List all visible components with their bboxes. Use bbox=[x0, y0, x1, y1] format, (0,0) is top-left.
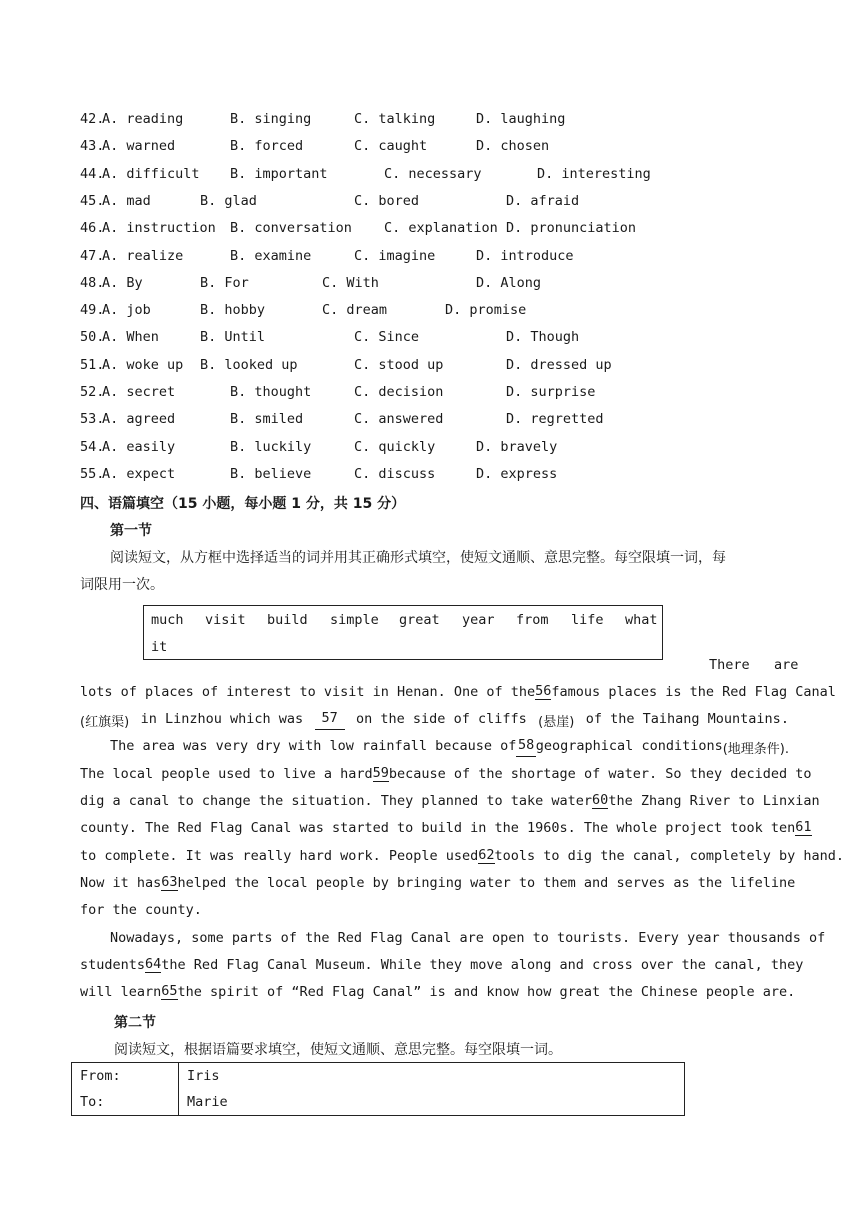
passage-line: dig a canal to change the situation. They planned to take water 60 the Zhang River to Linxian bbox=[80, 792, 820, 809]
option-d[interactable]: D. express bbox=[476, 465, 558, 482]
option-c[interactable]: C. caught bbox=[354, 138, 428, 155]
option-b[interactable]: B. luckily bbox=[230, 438, 312, 455]
option-a[interactable]: A. secret bbox=[102, 384, 176, 400]
option-b[interactable]: B. glad bbox=[200, 192, 257, 209]
option-b[interactable]: B. hobby bbox=[200, 302, 266, 319]
word-bank-item: build bbox=[267, 612, 308, 628]
option-a[interactable]: A. By bbox=[102, 274, 143, 291]
word-bank-item: much bbox=[151, 612, 184, 628]
option-b[interactable]: B. singing bbox=[230, 111, 312, 127]
option-c[interactable]: C. With bbox=[322, 274, 379, 291]
option-a[interactable]: A. job bbox=[102, 302, 151, 319]
word-bank-item: year bbox=[462, 612, 495, 628]
option-c[interactable]: C. talking bbox=[354, 111, 436, 127]
option-b[interactable]: B. For bbox=[200, 274, 249, 291]
passage-line: lots of places of interest to visit in Henan. One of the 56 famous places is the Red Flag Canal bbox=[80, 683, 836, 700]
option-c[interactable]: C. dream bbox=[322, 302, 388, 319]
to-label: To: bbox=[72, 1089, 179, 1116]
blank-62[interactable]: 62 bbox=[478, 847, 495, 863]
blank-61[interactable]: 61 bbox=[795, 819, 812, 835]
option-a[interactable]: A. reading bbox=[102, 111, 184, 127]
question-number: 48. bbox=[80, 274, 105, 291]
question-number: 51. bbox=[80, 356, 105, 373]
word-bank-item: great bbox=[399, 612, 440, 628]
from-value: Iris bbox=[179, 1063, 685, 1090]
option-d[interactable]: D. interesting bbox=[537, 165, 651, 182]
option-a[interactable]: A. woke up bbox=[102, 356, 184, 373]
word-bank-item: life bbox=[571, 612, 604, 628]
blank-59[interactable]: 59 bbox=[372, 765, 389, 781]
option-d[interactable]: D. afraid bbox=[506, 192, 580, 209]
option-c[interactable]: C. answered bbox=[354, 411, 444, 428]
blank-64[interactable]: 64 bbox=[145, 956, 162, 972]
passage-line: students 64 the Red Flag Canal Museum. While they move along and cross over the canal, they bbox=[80, 956, 804, 973]
question-number: 52. bbox=[80, 384, 105, 400]
option-a[interactable]: A. warned bbox=[102, 138, 176, 155]
question-number: 50. bbox=[80, 329, 105, 346]
option-c[interactable]: C. explanation bbox=[384, 220, 498, 237]
question-number: 45. bbox=[80, 192, 105, 209]
option-d[interactable]: D. dressed up bbox=[506, 356, 612, 373]
passage-line: county. The Red Flag Canal was started to build in the 1960s. The whole project took ten 61 bbox=[80, 819, 812, 836]
option-b[interactable]: B. forced bbox=[230, 138, 304, 155]
option-c[interactable]: C. imagine bbox=[354, 247, 436, 264]
option-d[interactable]: D. laughing bbox=[476, 111, 566, 127]
word-bank-item: from bbox=[516, 612, 549, 628]
part2-label: 第二节 bbox=[114, 1015, 156, 1031]
option-d[interactable]: D. Though bbox=[506, 329, 580, 346]
option-d[interactable]: D. bravely bbox=[476, 438, 558, 455]
passage-line: (红旗渠) in Linzhou which was 57 on the side of cliffs (悬崖) of the Taihang Mountains. bbox=[80, 710, 789, 730]
question-number: 49. bbox=[80, 302, 105, 319]
option-c[interactable]: C. Since bbox=[354, 329, 420, 346]
part1-instruction-cont: 词限用一次。 bbox=[80, 577, 164, 593]
option-d[interactable]: D. surprise bbox=[506, 384, 596, 400]
option-d[interactable]: D. pronunciation bbox=[506, 220, 637, 237]
option-c[interactable]: C. decision bbox=[354, 384, 444, 400]
question-number: 53. bbox=[80, 411, 105, 428]
question-number: 43. bbox=[80, 138, 105, 155]
passage-line: will learn 65 the spirit of “Red Flag Canal” is and know how great the Chinese people are. bbox=[80, 983, 796, 1000]
option-c[interactable]: C. necessary bbox=[384, 165, 482, 182]
option-c[interactable]: C. stood up bbox=[354, 356, 444, 373]
option-c[interactable]: C. bored bbox=[354, 192, 420, 209]
option-b[interactable]: B. important bbox=[230, 165, 328, 182]
word-bank-item: what bbox=[625, 612, 658, 628]
option-a[interactable]: A. instruction bbox=[102, 220, 216, 237]
option-d[interactable]: D. Along bbox=[476, 274, 542, 291]
question-number: 55. bbox=[80, 465, 105, 482]
part2-instruction: 阅读短文，根据语篇要求填空，使短文通顺、意思完整。每空限填一词。 bbox=[114, 1042, 562, 1058]
option-a[interactable]: A. realize bbox=[102, 247, 184, 264]
option-a[interactable]: A. agreed bbox=[102, 411, 176, 428]
passage-start: There are bbox=[709, 657, 799, 673]
email-header-table bbox=[71, 1062, 685, 1116]
passage-line: The area was very dry with low rainfall because of 58 geographical conditions (地理条件). bbox=[110, 737, 789, 757]
option-a[interactable]: A. expect bbox=[102, 465, 176, 482]
option-b[interactable]: B. examine bbox=[230, 247, 312, 264]
part1-label: 第一节 bbox=[110, 523, 152, 539]
option-a[interactable]: A. difficult bbox=[102, 165, 200, 182]
question-number: 44. bbox=[80, 165, 105, 182]
word-bank-box bbox=[143, 605, 663, 660]
option-b[interactable]: B. Until bbox=[200, 329, 266, 346]
option-b[interactable]: B. conversation bbox=[230, 220, 352, 237]
option-b[interactable]: B. believe bbox=[230, 465, 312, 482]
section-title: 四、语篇填空（15 小题，每小题 1 分，共 15 分） bbox=[80, 496, 406, 512]
blank-60[interactable]: 60 bbox=[592, 792, 609, 808]
option-b[interactable]: B. thought bbox=[230, 384, 312, 400]
option-d[interactable]: D. introduce bbox=[476, 247, 574, 264]
option-d[interactable]: D. promise bbox=[445, 302, 527, 319]
word-bank-item: simple bbox=[330, 612, 379, 628]
option-a[interactable]: A. mad bbox=[102, 192, 151, 209]
blank-63[interactable]: 63 bbox=[161, 874, 178, 890]
option-a[interactable]: A. When bbox=[102, 329, 159, 346]
blank-56[interactable]: 56 bbox=[535, 683, 552, 699]
passage-line: Now it has 63 helped the local people by bringing water to them and serves as the lifeline bbox=[80, 874, 796, 891]
passage-line: Nowadays, some parts of the Red Flag Canal are open to tourists. Every year thousands of bbox=[110, 930, 826, 946]
passage-line: The local people used to live a hard 59 because of the shortage of water. So they decided to bbox=[80, 765, 812, 782]
option-d[interactable]: D. regretted bbox=[506, 411, 604, 428]
word-bank-item: visit bbox=[205, 612, 246, 628]
question-number: 47. bbox=[80, 247, 105, 264]
option-c[interactable]: C. discuss bbox=[354, 465, 436, 482]
question-number: 42. bbox=[80, 111, 105, 127]
question-number: 46. bbox=[80, 220, 105, 237]
question-number: 54. bbox=[80, 438, 105, 455]
blank-65[interactable]: 65 bbox=[161, 983, 178, 999]
passage-line: for the county. bbox=[80, 902, 202, 918]
from-label: From: bbox=[72, 1063, 179, 1090]
option-b[interactable]: B. smiled bbox=[230, 411, 304, 428]
blank-58[interactable]: 58 bbox=[516, 738, 535, 757]
option-d[interactable]: D. chosen bbox=[476, 138, 550, 155]
word-bank-item: it bbox=[151, 639, 168, 655]
option-c[interactable]: C. quickly bbox=[354, 438, 436, 455]
part1-instruction: 阅读短文，从方框中选择适当的词并用其正确形式填空，使短文通顺、意思完整。每空限填一词，每 bbox=[110, 550, 726, 566]
option-b[interactable]: B. looked up bbox=[200, 356, 298, 373]
to-value: Marie bbox=[179, 1089, 685, 1116]
option-a[interactable]: A. easily bbox=[102, 438, 176, 455]
blank-57[interactable]: 57 bbox=[315, 711, 345, 730]
passage-line: to complete. It was really hard work. People used 62 tools to dig the canal, completely by hand. bbox=[80, 847, 845, 864]
